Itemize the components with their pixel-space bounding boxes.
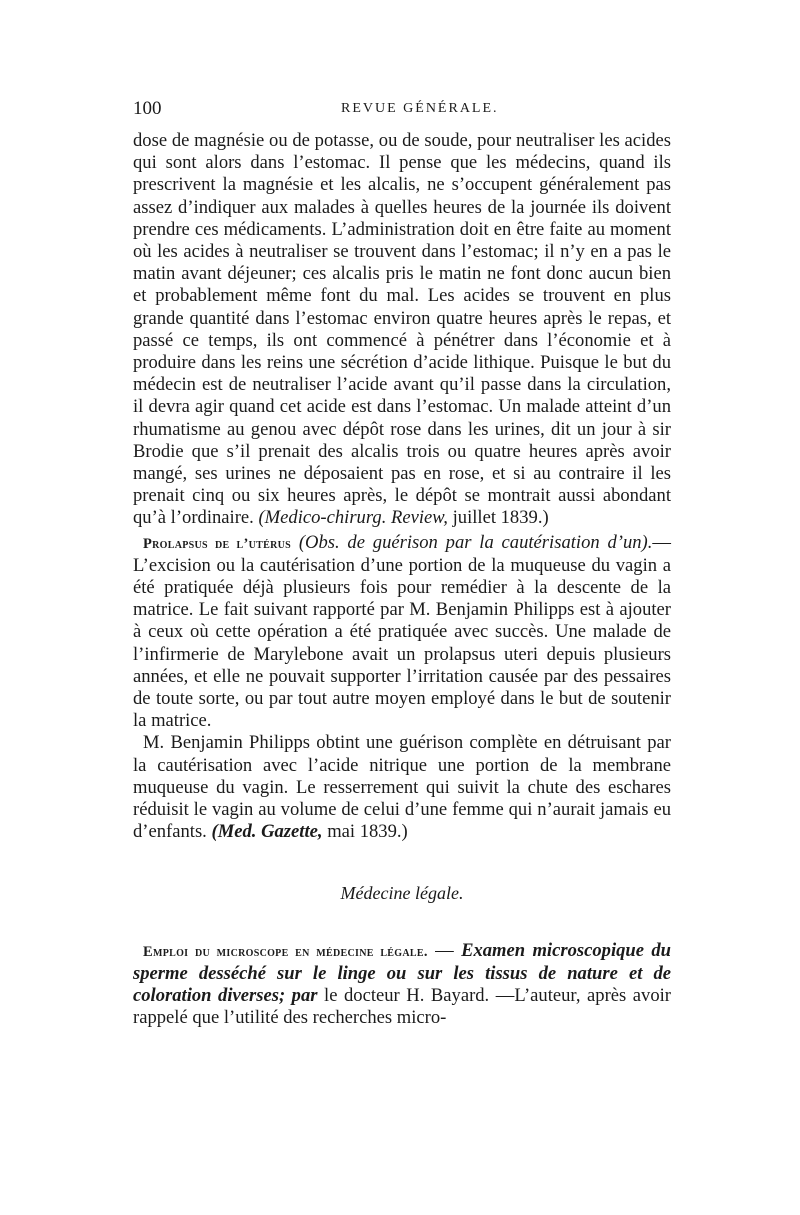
section-title: Médecine légale. — [340, 882, 464, 903]
paragraph-philipps — [133, 732, 671, 843]
citation-date: mai 1839.) — [327, 821, 408, 843]
citation-title: (Med. Gazette, — [211, 821, 323, 843]
article-heading: Emploi du microscope en médecine légale. — [143, 943, 428, 960]
citation-title: (Medico-chirurg. Review, — [258, 507, 448, 529]
paragraph-microscope — [133, 940, 671, 1030]
heading-dash: — — [427, 939, 462, 961]
paragraph-text: —L’excision ou la cautérisation d’une portion de la muqueuse du vagin a été pratiquée déjà plusieurs fois pour remédier à la descente de la matrice. Le fait suivant rapporté par M. Benjamin Philipps est à ajouter à ceux où cette opération a été pratiquée avec succès. Une malade de l’infirmerie de Marylebone avait un prolapsus uteri depuis plusieurs années, et elle ne pouvait supporter l’irritation causée par des pessaires de toute sorte, ou par tout autre moyen employé dans le but de soutenir la matrice. — [133, 531, 671, 732]
paragraph-alkalis — [133, 130, 671, 530]
paragraph-text: M. Benjamin Philipps obtint une guérison complète en détruisant par la cautérisation avec l’acide nitrique une portion de la membrane muqueuse du vagin. Le resserrement qui suivit la chute des eschares réduisit le vagin au volume de celui d’une femme qui n’aurait jamais eu d’enfants. — [133, 732, 671, 843]
page-header — [133, 98, 673, 124]
article-subheading: (Obs. de guérison par la cautérisation d’un). — [298, 531, 653, 553]
running-head: REVUE GÉNÉRALE. — [341, 101, 499, 116]
article-subheading: Examen microscopique du sperme desséché sur le linge ou sur les tissus de nature et de coloration diverses; par — [133, 939, 672, 1007]
paragraph-text: le docteur H. Bayard. —L’auteur, après avoir rappelé que l’utilité des recherches micro- — [133, 985, 671, 1029]
article-heading: Prolapsus de l’utérus — [143, 535, 292, 552]
page-number: 100 — [133, 98, 162, 119]
citation-date: juillet 1839.) — [452, 507, 549, 529]
paragraph-prolapsus — [133, 532, 671, 733]
body-text — [133, 130, 671, 1030]
paragraph-text: dose de magnésie ou de potasse, ou de soude, pour neutraliser les acides qui sont alors dans l’estomac. Il pense que les médecins, quand ils prescrivent la magnésie et les alcalis, ne s’occupent généralement pas assez d’indiquer aux malades à quelles heures de la journée ils doivent prendre ces médicaments. L’administration doit en être faite au moment où les acides à neutraliser se trouvent dans l’estomac; il n’y en a pas le matin avant déjeuner; ces alcalis pris le matin ne font donc aucun bien et probablement même font du mal. Les acides se trouvent en plus grande quantité dans l’estomac environ quatre heures après le repas, et passé ce temps, ils ont commencé à pénétrer dans l’économie et à produire dans les reins une sécrétion d’acide lithique. Puisque le but du médecin est de neutraliser l’acide avant qu’il passe dans la circulation, il devra agir quand cet acide est dans l’estomac. Un malade atteint d’un rhumatisme au genou avec dépôt rose dans les urines, dit un jour à sir Brodie que s’il prenait des alcalis trois ou quatre heures après avoir mangé, ses urines ne déposaient pas en rose, et si au contraire il les prenait cinq ou six heures après, le dépôt se montrait aussi abondant qu’à l’ordinaire. — [133, 130, 671, 529]
